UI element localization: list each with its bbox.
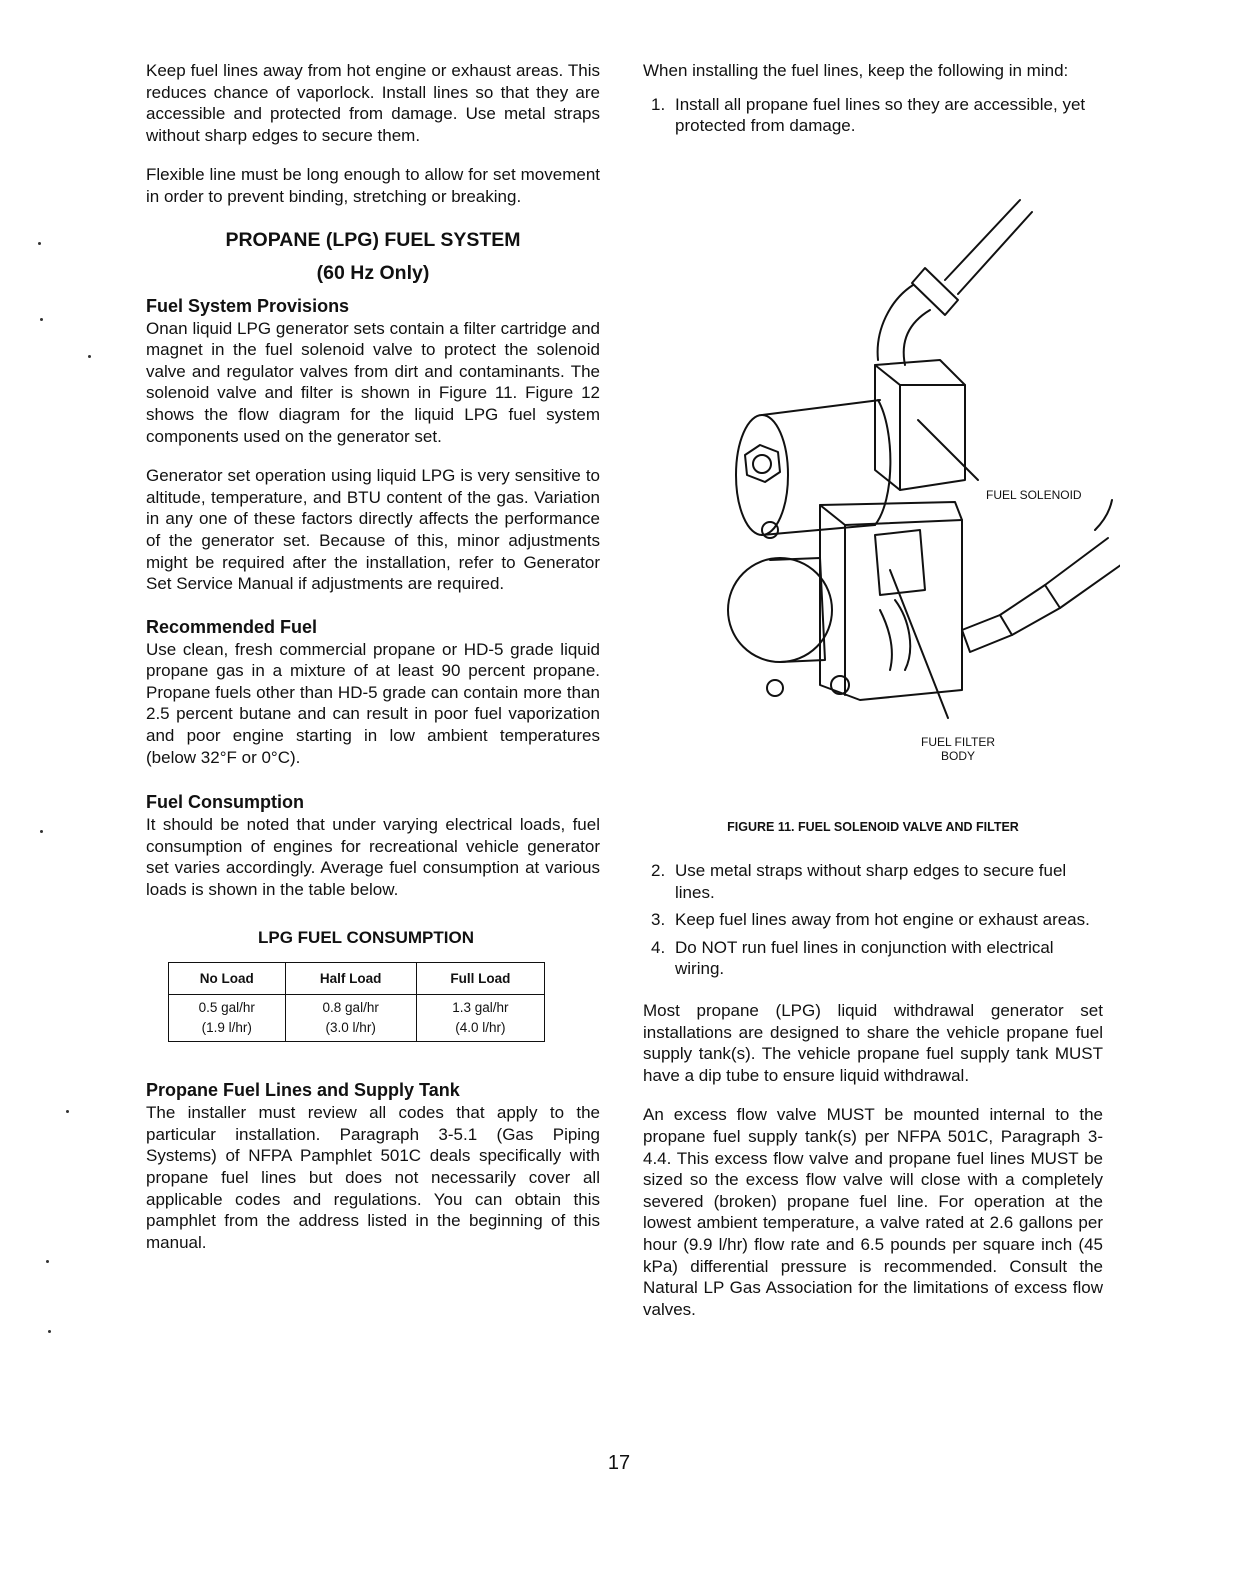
scan-speck bbox=[88, 355, 91, 358]
heading-recommended-fuel: Recommended Fuel bbox=[146, 616, 318, 637]
list-item bbox=[643, 860, 1103, 903]
page-number: 17 bbox=[607, 1452, 631, 1474]
table-cell bbox=[285, 995, 416, 1042]
solenoid-block bbox=[875, 360, 965, 490]
section-title bbox=[146, 224, 600, 290]
paragraph-provisions-2: Generator set operation using liquid LPG is very sensitive to altitude, temperature, and BTU content of the gas. Variation in any one of these factors directly affects the performance of the generator set. Because of this, minor adjustments might be required after the installation, refer to Generator Set Service Manual if adjustments are required. bbox=[146, 466, 600, 594]
lpg-consumption-table bbox=[168, 962, 545, 1042]
list-number: 2. bbox=[651, 861, 666, 880]
list-item bbox=[643, 94, 1103, 137]
list-item bbox=[643, 937, 1103, 980]
scan-speck bbox=[46, 1260, 49, 1263]
scan-speck bbox=[40, 318, 43, 321]
hex-nut bbox=[745, 445, 780, 482]
paragraph-fuel-consumption: It should be noted that under varying electrical loads, fuel consumption of engines for recreational vehicle generator set varies accordingly. Average fuel consumption at various loads is shown in the table below. bbox=[146, 815, 600, 900]
fuel-solenoid-figure bbox=[700, 190, 1120, 770]
table-header-cell: No Load bbox=[169, 963, 286, 995]
table-header-cell: Half Load bbox=[285, 963, 416, 995]
list-item-text: Use metal straps without sharp edges to secure fuel lines. bbox=[675, 861, 1067, 902]
scan-speck bbox=[48, 1330, 51, 1333]
install-list-bottom bbox=[643, 860, 1103, 980]
list-number: 1. bbox=[651, 94, 666, 114]
valve-body bbox=[820, 502, 962, 700]
label-fuel-solenoid: FUEL SOLENOID bbox=[986, 488, 1082, 502]
cell-gal: 0.5 gal/hr bbox=[198, 1000, 255, 1016]
label-fuel-filter-1: FUEL FILTER bbox=[920, 735, 996, 749]
scan-speck bbox=[66, 1110, 69, 1113]
cell-gal: 0.8 gal/hr bbox=[322, 1000, 379, 1016]
list-number: 3. bbox=[651, 910, 666, 930]
paragraph-excess-flow-valve: An excess flow valve MUST be mounted internal to the propane fuel supply tank(s) per NFPA 501C, Paragraph 3-4.4. This excess flow valve and propane fuel lines MUST be sized so the excess flow valve will close with a completely severed (broken) propane fuel line. For operation at the lowest ambient temperature, a valve rated at 2.6 gallons per hour (9.9 l/hr) flow rate and 6.5 pounds per square inch (45 kPa) differential pressure is recommended. Consult the Natural LP Gas Association for the limitations of excess flow valves. bbox=[643, 1105, 1103, 1319]
scan-speck bbox=[40, 830, 43, 833]
heading-fuel-consumption: Fuel Consumption bbox=[146, 792, 304, 813]
list-item-text: Keep fuel lines away from hot engine or exhaust areas. bbox=[675, 910, 1090, 930]
table-header-row bbox=[169, 963, 545, 995]
install-list-top bbox=[643, 94, 1103, 137]
leader-solenoid bbox=[918, 420, 978, 480]
table-cell bbox=[169, 995, 286, 1042]
table-cell bbox=[416, 995, 544, 1042]
section-title-line2: (60 Hz Only) bbox=[316, 261, 430, 284]
cell-liters: (3.0 l/hr) bbox=[325, 1020, 376, 1036]
cell-liters: (4.0 l/hr) bbox=[455, 1020, 506, 1036]
cell-liters: (1.9 l/hr) bbox=[201, 1020, 252, 1036]
section-title-line1: PROPANE (LPG) FUEL SYSTEM bbox=[225, 228, 521, 251]
left-column bbox=[146, 60, 600, 1253]
outlet-fitting bbox=[962, 615, 1012, 652]
solenoid-coil-end bbox=[736, 415, 788, 535]
label-fuel-filter-2: BODY bbox=[940, 749, 976, 763]
list-item-text: Install all propane fuel lines so they are accessible, yet protected from damage. bbox=[675, 94, 1086, 136]
list-item-text: Do NOT run fuel lines in conjunction with electrical wiring. bbox=[675, 937, 1054, 979]
scan-speck bbox=[38, 242, 41, 245]
paragraph-recommended-fuel: Use clean, fresh commercial propane or HD-5 grade liquid propane gas in a mixture of at least 90 percent propane. Propane fuels other than HD-5 grade can contain more than 2.5 percent butane and can result in poor fuel vaporization and poor engine starting in low ambient temperatures (below 32°F or 0°C). bbox=[146, 639, 600, 767]
paragraph-installing-intro: When installing the fuel lines, keep the following in mind: bbox=[643, 61, 1069, 80]
paragraph-liquid-withdrawal: Most propane (LPG) liquid withdrawal generator set installations are designed to share the vehicle propane fuel supply tank(s). The vehicle propane fuel supply tank MUST have a dip tube to ensure liquid withdrawal. bbox=[643, 1000, 1103, 1085]
table-row bbox=[169, 995, 545, 1042]
paragraph-supply-tank: The installer must review all codes that apply to the particular installation. Paragraph 3-5.1 (Gas Piping Systems) of NFPA Pamphlet 501C deals specifically with propane fuel lines but does not necessarily cover all applicable codes and regulations. You can obtain this pamphlet from the address listed in the beginning of this manual. bbox=[146, 1103, 600, 1252]
paragraph-flexible-line: Flexible line must be long enough to allow for set movement in order to prevent binding, stretching or breaking. bbox=[146, 165, 600, 206]
heading-fuel-system-provisions: Fuel System Provisions bbox=[146, 295, 350, 316]
filter-cup bbox=[728, 558, 832, 662]
heading-fuel-lines-supply-tank: Propane Fuel Lines and Supply Tank bbox=[146, 1080, 460, 1101]
right-column bbox=[643, 60, 1103, 143]
cell-gal: 1.3 gal/hr bbox=[452, 1000, 509, 1016]
paragraph-fuel-lines-away: Keep fuel lines away from hot engine or exhaust areas. This reduces chance of vaporlock. Install lines so that they are accessible and protected from damage. Use metal straps without sharp edges to secure them. bbox=[146, 61, 600, 145]
hose-fitting bbox=[912, 268, 958, 315]
table-header-cell: Full Load bbox=[416, 963, 544, 995]
paragraph-provisions-1: Onan liquid LPG generator sets contain a filter cartridge and magnet in the fuel solenoid valve to protect the solenoid valve and regulator valves from dirt and contaminants. The solenoid valve and filter is shown in Figure 11. Figure 12 shows the flow diagram for the liquid LPG fuel system components used on the generator set. bbox=[146, 318, 600, 446]
figure-caption: FIGURE 11. FUEL SOLENOID VALVE AND FILTER bbox=[727, 820, 1019, 834]
right-column-lower bbox=[643, 860, 1103, 1320]
list-number: 4. bbox=[651, 937, 666, 957]
table-title: LPG FUEL CONSUMPTION bbox=[258, 927, 474, 947]
list-item bbox=[643, 909, 1103, 931]
